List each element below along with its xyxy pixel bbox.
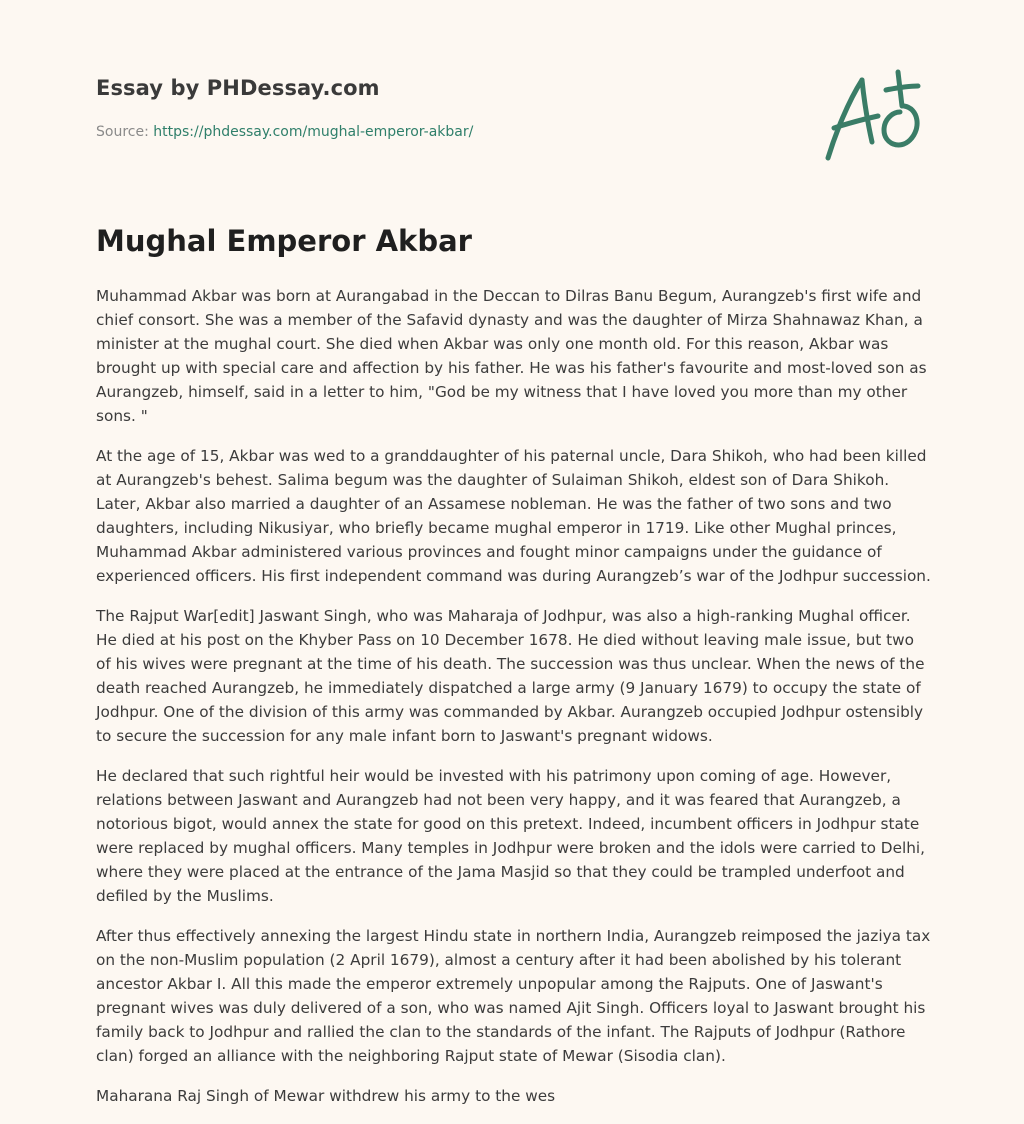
essay-paragraph: The Rajput War[edit] Jaswant Singh, who was Maharaja of Jodhpur, was also a high-ranking Mughal officer. He died at his post on the Khyber Pass on 10 December 1678. He died without leaving male issue, but two of his wives were pregnant at the time of his death. The succession was thus unclear. When the news of the death reached Aurangzeb, he immediately dispatched a large army (9 January 1679) to occupy the state of Jodhpur. One of the division of this army was commanded by Akbar. Aurangzeb occupied Jodhpur ostensibly to secure the succession for any male infant born to Jaswant's pregnant widows.	[96, 607, 925, 745]
source-line	[96, 124, 473, 140]
essay-title: Mughal Emperor Akbar	[96, 224, 472, 258]
essay-paragraph: He declared that such rightful heir would be invested with his patrimony upon coming of age. However, relations between Jaswant and Aurangzeb had not been very happy, and it was feared that Aurangzeb, a notorious bigot, would annex the state for good on this pretext. Indeed, incumbent officers in Jodhpur state were replaced by mughal officers. Many temples in Jodhpur were broken and the idols were carried to Delhi, where they were placed at the entrance of the Jama Masjid so that they could be trampled underfoot and defiled by the Muslims.	[96, 767, 926, 905]
site-brand: Essay by PHDessay.com	[96, 76, 380, 100]
essay-body	[96, 284, 932, 1124]
essay-paragraph: At the age of 15, Akbar was wed to a granddaughter of his paternal uncle, Dara Shikoh, who had been killed at Aurangzeb's behest. Salima begum was the daughter of Sulaiman Shikoh, eldest son of Dara Shikoh. Later, Akbar also married a daughter of an Assamese nobleman. He was the father of two sons and two daughters, including Nikusiyar, who briefly became mughal emperor in 1719. Like other Mughal princes, Muhammad Akbar administered various provinces and fought minor campaigns under the guidance of experienced officers. His first independent command was during Aurangzeb’s war of the Jodhpur succession.	[96, 447, 931, 585]
a-plus-logo-icon	[818, 66, 930, 166]
essay-paragraph: Muhammad Akbar was born at Aurangabad in the Deccan to Dilras Banu Begum, Aurangzeb's first wife and chief consort. She was a member of the Safavid dynasty and was the daughter of Mirza Shahnawaz Khan, a minister at the mughal court. She died when Akbar was only one month old. For this reason, Akbar was brought up with special care and affection by his father. He was his father's favourite and most-loved son as Aurangzeb, himself, said in a letter to him, "God be my witness that I have loved you more than my other sons. "	[96, 287, 927, 425]
essay-paragraph: Maharana Raj Singh of Mewar withdrew his army to the wes	[96, 1087, 556, 1105]
source-label: Source:	[96, 124, 149, 140]
source-link[interactable]: https://phdessay.com/mughal-emperor-akbar/	[153, 124, 474, 140]
essay-paragraph: After thus effectively annexing the largest Hindu state in northern India, Aurangzeb reimposed the jaziya tax on the non-Muslim population (2 April 1679), almost a century after it had been abolished by his tolerant ancestor Akbar I. All this made the emperor extremely unpopular among the Rajputs. One of Jaswant's pregnant wives was duly delivered of a son, who was named Ajit Singh. Officers loyal to Jaswant brought his family back to Jodhpur and rallied the clan to the standards of the infant. The Rajputs of Jodhpur (Rathore clan) forged an alliance with the neighboring Rajput state of Mewar (Sisodia clan).	[96, 927, 931, 1065]
